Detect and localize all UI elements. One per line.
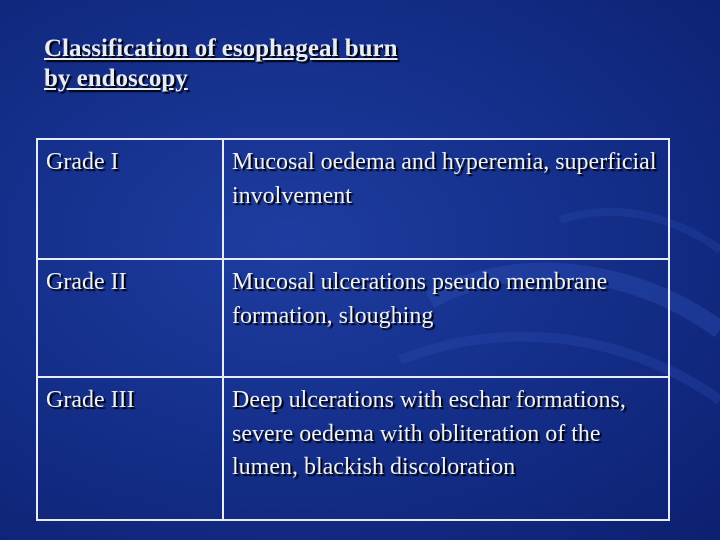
grade-cell: Grade I [37, 139, 223, 259]
table-row [37, 259, 669, 377]
grade-cell: Grade II [37, 259, 223, 377]
title-line-1: Classification of esophageal burn [44, 35, 398, 62]
grade-table [36, 138, 670, 521]
table-row [37, 377, 669, 520]
table-row [37, 139, 669, 259]
grade-cell: Grade III [37, 377, 223, 520]
title-line-2: by endoscopy [44, 65, 188, 92]
description-cell: Mucosal ulcerations pseudo membrane formation, sloughing [223, 259, 669, 377]
slide-title [44, 34, 398, 94]
description-cell: Deep ulcerations with eschar formations, severe oedema with obliteration of the lumen, blackish discoloration [223, 377, 669, 520]
description-cell: Mucosal oedema and hyperemia, superficial involvement [223, 139, 669, 259]
